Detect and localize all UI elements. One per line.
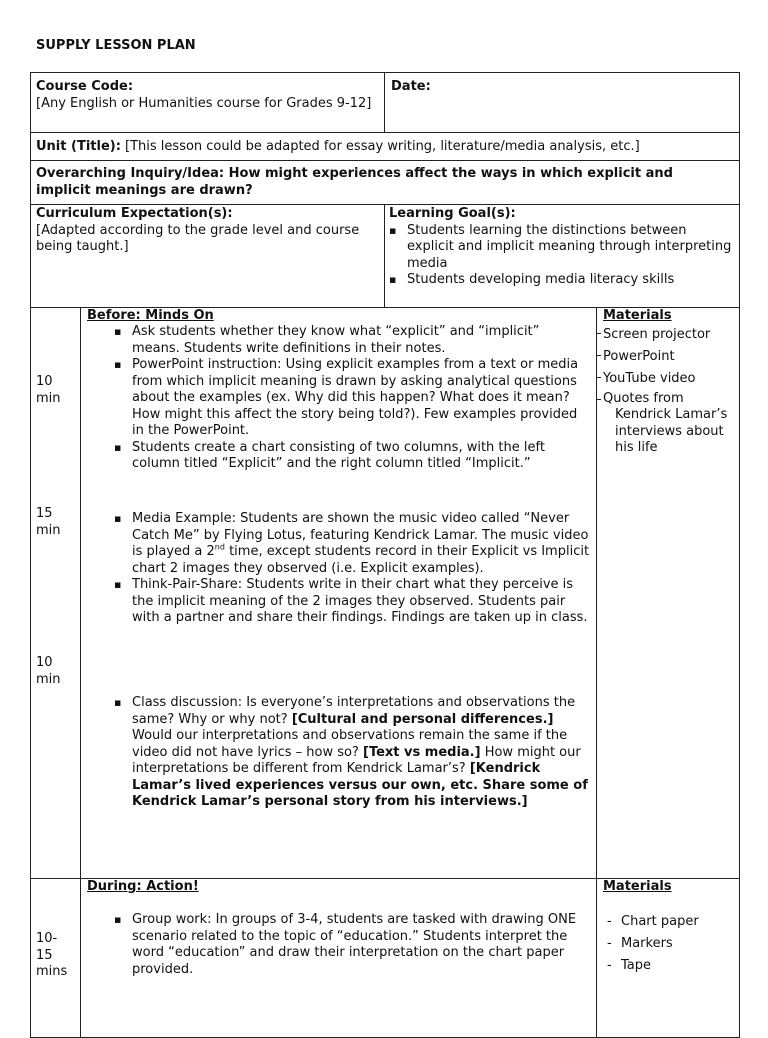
overarching-inquiry: Overarching Inquiry/Idea: How might experiences affect the ways in which explicit and implicit meanings are drawn? <box>36 166 673 198</box>
class-discussion-item <box>110 695 590 811</box>
during-activity-list <box>110 912 580 978</box>
curriculum-label: Curriculum Expectation(s): <box>36 206 233 221</box>
learning-goals-label: Learning Goal(s): <box>389 206 516 221</box>
discussion-text-3: How might our interpretations be different from Kendrick Lamar’s? <box>132 744 581 776</box>
media-example-superscript: nd <box>214 542 225 552</box>
discussion-answer-3: [Kendrick Lamar’s lived experiences versus our own, etc. Share some of Kendrick Lamar’s personal story from his interviews.] <box>132 761 588 809</box>
material-item: - Markers <box>601 933 731 955</box>
discussion-answer-2: [Text vs media.] <box>363 744 481 760</box>
before-activity-item: ▪ Ask students whether they know what “explicit” and “implicit” means. Students write definitions in their notes. <box>110 324 590 357</box>
material-item: - Tape <box>601 955 731 977</box>
media-example-item <box>110 511 590 577</box>
before-activity-list <box>110 324 590 473</box>
during-materials-heading: Materials <box>603 879 672 894</box>
material-item: Kendrick Lamar’s interviews about his life <box>615 407 728 455</box>
during-materials-list <box>601 911 731 977</box>
course-code-label: Course Code: <box>36 79 134 94</box>
before-materials-heading: Materials <box>603 308 672 323</box>
course-code-value: [Any English or Humanities course for Grades 9-12] <box>36 95 372 111</box>
before-activity-item: ▪ Students create a chart consisting of two columns, with the left column titled “Explicit” and the right column titled “Implicit.” <box>110 440 590 473</box>
during-materials-divider <box>596 878 597 1038</box>
unit-value: [This lesson could be adapted for essay writing, literature/media analysis, etc.] <box>120 139 640 154</box>
learning-goals-list <box>385 223 734 289</box>
unit-cell <box>36 139 736 156</box>
curriculum-cell <box>36 206 366 256</box>
time-before-3: 10 min <box>36 655 61 687</box>
learning-goal-item: ▪ Students developing media literacy skills <box>385 272 734 289</box>
header-rule-2 <box>30 160 739 161</box>
material-item: Screen projector <box>597 324 737 346</box>
discussion-answer-1: [Cultural and personal differences.] <box>291 711 554 727</box>
before-heading: Before: Minds On <box>87 308 214 323</box>
before-activity-item: ▪ PowerPoint instruction: Using explicit examples from a text or media from which implicit meaning is drawn by asking analytical questions about the examples (ex. Why did this happen? What does it mean? How might this affect the story being told?). Few examples provided in the PowerPoint. <box>110 357 590 440</box>
header-rule-1 <box>30 132 739 133</box>
course-code-cell <box>36 79 376 112</box>
discussion-text-2: Would our interpretations and observations remain the same if the video did not have lyrics – how so? <box>132 728 568 760</box>
before-time-divider <box>80 307 81 879</box>
before-materials-list <box>597 324 737 457</box>
time-before-1: 10 min <box>36 374 61 406</box>
document-title: SUPPLY LESSON PLAN <box>36 38 196 53</box>
learning-goal-item: ▪ Students learning the distinctions between explicit and implicit meaning through interpreting media <box>385 223 734 273</box>
media-example-text: Media Example: Students are shown the music video called “Never Catch Me” by Flying Lotus, featuring Kendrick Lamar. The music video is played a 2 <box>132 511 589 559</box>
material-item: - Chart paper <box>601 911 731 933</box>
unit-label: Unit (Title): <box>36 139 121 154</box>
learning-goals-cell <box>389 206 734 289</box>
material-item: Quotes from <box>597 390 737 407</box>
media-example-text-cont: time, except students record in their Explicit vs Implicit chart 2 images they observed (i.e. Explicit examples). <box>132 544 590 576</box>
time-during: 10-15 mins <box>36 931 68 979</box>
media-activity-list <box>110 511 590 627</box>
during-time-divider <box>80 878 81 1038</box>
time-before-2: 15 min <box>36 506 61 538</box>
discussion-text-1: Class discussion: Is everyone’s interpretations and observations the same? Why or why not? <box>132 695 576 727</box>
during-activity-item: ▪ Group work: In groups of 3-4, students are tasked with drawing ONE scenario related to the topic of “education.” Students interpret the word “education” and draw their interpretation on the chart paper provided. <box>110 912 580 978</box>
during-heading: During: Action! <box>87 879 199 894</box>
header-divider-1 <box>384 72 385 132</box>
material-item: PowerPoint <box>597 346 737 368</box>
think-pair-share-item: ▪ Think-Pair-Share: Students write in their chart what they perceive is the implicit meaning of the 2 images they observed. Students pair with a partner and share their findings. Findings are taken up in class. <box>110 577 590 627</box>
material-item: YouTube video <box>597 368 737 390</box>
curriculum-value: [Adapted according to the grade level and course being taught.] <box>36 222 360 254</box>
date-label: Date: <box>391 79 431 94</box>
discussion-list <box>110 695 590 811</box>
